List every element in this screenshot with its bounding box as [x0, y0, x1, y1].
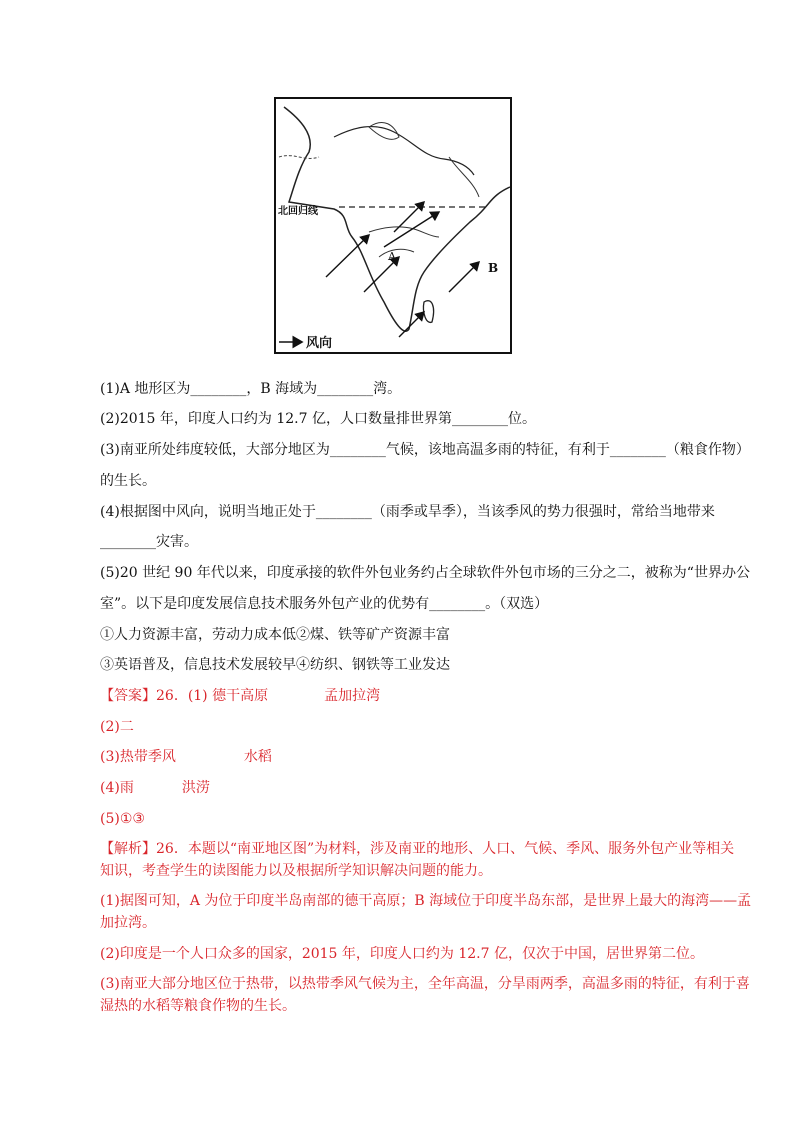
answer-1b: 孟加拉湾	[324, 688, 381, 704]
answer-2: (2)二	[100, 719, 134, 735]
answer-line-1	[100, 686, 380, 706]
answer-tag: 【答案】26．(1) 德干高原	[100, 688, 269, 704]
analysis-intro-line-1: 【解析】26．本题以“南亚地区图”为材料，涉及南亚的地形、人口、气候、季风、服务外包产业等相关	[100, 841, 735, 857]
legend-label: 风向	[306, 336, 333, 351]
label-b: B	[488, 261, 499, 275]
analysis-2: (2)印度是一个人口众多的国家，2015 年，印度人口约为 12.7 亿，仅次于中国，居世界第二位。	[100, 946, 704, 962]
question-3-line-2: 的生长。	[100, 473, 156, 489]
analysis-3-line-1: (3)南亚大部分地区位于热带，以热带季风气候为主，全年高温，分旱雨两季，高温多雨的特征，有利于喜	[100, 976, 750, 992]
options-1-2: ①人力资源丰富，劳动力成本低②煤、铁等矿产资源丰富	[100, 627, 450, 643]
question-4-line-2: ________灾害。	[100, 534, 198, 550]
label-a: A	[388, 250, 396, 263]
question-1: (1)A 地形区为________，B 海域为________湾。	[100, 381, 402, 397]
question-2: (2)2015 年，印度人口约为 12.7 亿，人口数量排世界第________位。	[100, 411, 536, 427]
answer-5: (5)①③	[100, 811, 145, 827]
answer-3b: 水稻	[243, 749, 272, 765]
analysis-intro-line-2: 知识，考查学生的读图能力以及根据所学知识解决问题的能力。	[100, 863, 492, 879]
question-4-line-1: (4)根据图中风向，说明当地正处于________（雨季或旱季），当该季风的势力很强时，常给当地带来	[100, 504, 715, 520]
south-asia-map	[274, 97, 512, 354]
answer-4a: (4)雨	[100, 780, 134, 796]
question-3-line-1: (3)南亚所处纬度较低，大部分地区为________气候，该地高温多雨的特征，有利于________（粮食作物）	[100, 442, 750, 458]
analysis-1-line-1: (1)据图可知，A 为位于印度半岛南部的德干高原；B 海域位于印度半岛东部，是世界上最大的海湾——孟	[100, 893, 752, 909]
analysis-3-line-2: 湿热的水稻等粮食作物的生长。	[100, 998, 296, 1014]
answer-4b: 洪涝	[181, 780, 210, 796]
tropic-label: 北回归线	[278, 206, 318, 217]
question-5-line-1: (5)20 世纪 90 年代以来，印度承接的软件外包业务约占全球软件外包市场的三分之二，被称为“世界办公	[100, 565, 750, 581]
answer-line-4	[100, 778, 210, 798]
analysis-1-line-2: 加拉湾。	[100, 915, 156, 931]
options-3-4: ③英语普及，信息技术发展较早④纺织、钢铁等工业发达	[100, 657, 450, 673]
question-5-line-2: 室”。以下是印度发展信息技术服务外包产业的优势有________。（双选）	[100, 596, 549, 612]
answer-3a: (3)热带季风	[100, 749, 176, 765]
answer-line-3	[100, 747, 272, 767]
map-frame	[275, 98, 511, 353]
